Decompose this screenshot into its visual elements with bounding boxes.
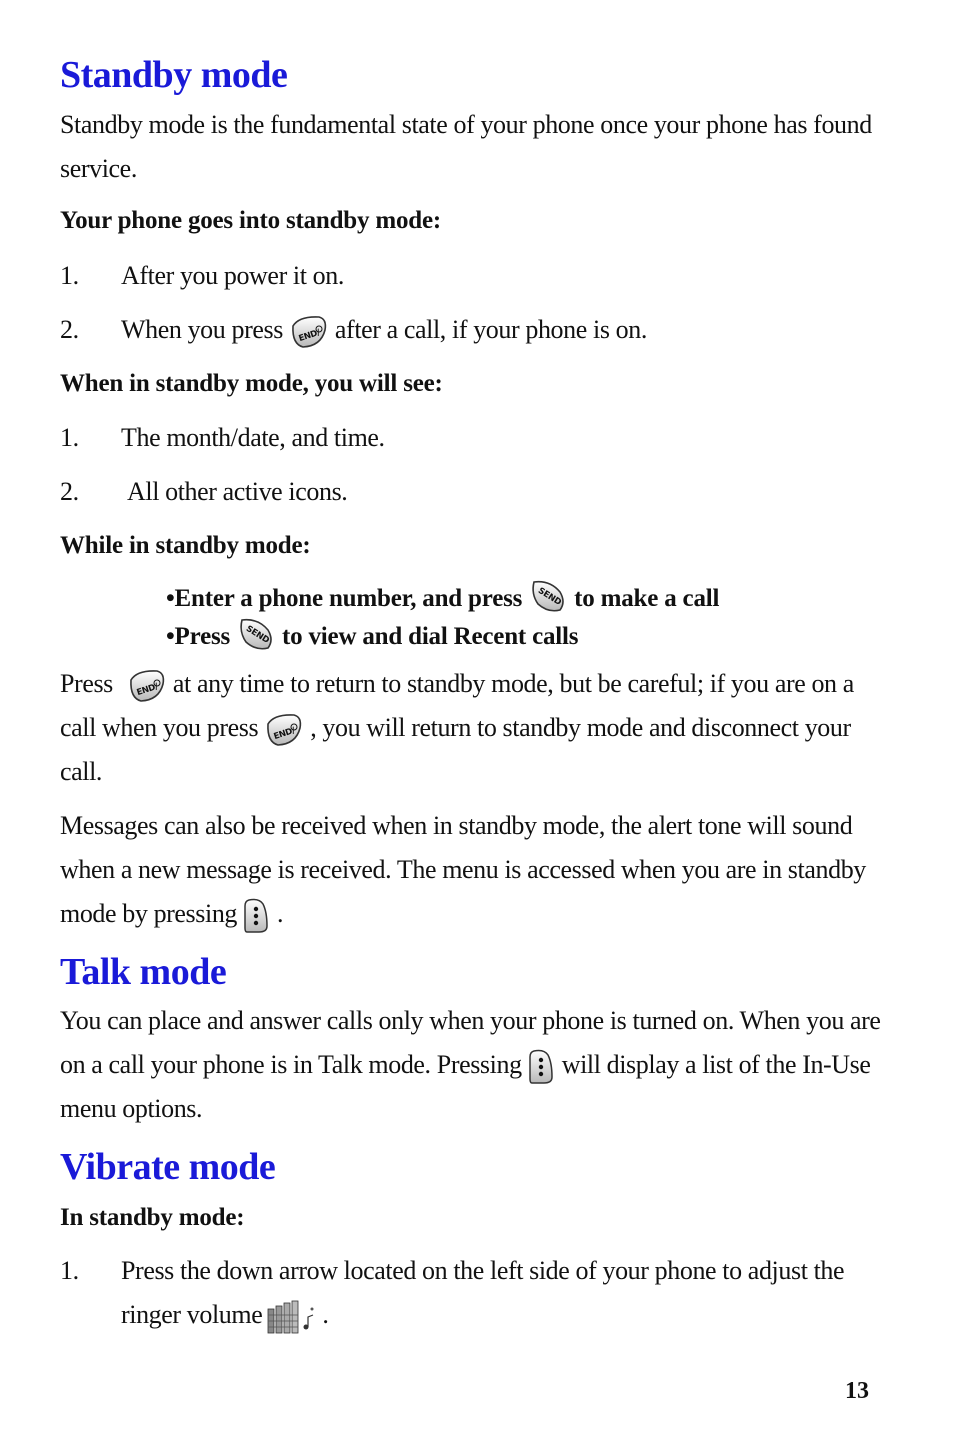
standby-mode-heading: Standby mode: [60, 54, 288, 96]
bullet-text: to view and dial Recent calls: [282, 623, 579, 650]
standby-intro-paragraph: Standby mode is the fundamental state of your phone once your phone has found service.: [60, 110, 872, 183]
end-key-icon: [264, 712, 304, 748]
talk-mode-heading: Talk mode: [60, 951, 227, 993]
vibrate-mode-heading: Vibrate mode: [60, 1146, 276, 1188]
list-item: [60, 416, 885, 460]
press-end-paragraph: Press at any time to return to standby mode, but be careful; if you are on a call when you press , you will return to standby mode and disconnect your call.: [60, 669, 854, 786]
page-number: 13: [845, 1378, 869, 1404]
messages-paragraph: Messages can also be received when in standby mode, the alert tone will sound when a new message is received. The menu is accessed when you are in standby mode by pressing .: [60, 804, 885, 936]
list-number: 1.: [60, 1256, 79, 1285]
list-text: .: [322, 1300, 329, 1329]
list-text: after a call, if your phone is on.: [334, 315, 647, 344]
list-text: Press the down arrow located on the left side of your phone to adjust the ringer volume: [121, 1256, 845, 1329]
list-number: 2.: [60, 315, 79, 344]
menu-key-icon: [528, 1049, 556, 1085]
bullet-text: •Press: [166, 623, 231, 650]
list-text: The month/date, and time.: [121, 423, 385, 452]
list-text: All other active icons.: [127, 477, 348, 506]
end-key-icon: [289, 314, 329, 350]
list-text: When you press: [121, 315, 283, 344]
list-item: [60, 470, 885, 514]
while-standby-heading: While in standby mode:: [60, 532, 311, 559]
list-item: [60, 1249, 885, 1337]
menu-key-icon: [243, 898, 271, 934]
list-number: 1.: [60, 261, 79, 290]
list-number: 2.: [60, 477, 79, 506]
ringer-volume-icon: [266, 1299, 318, 1335]
list-item: [60, 308, 885, 352]
list-number: 1.: [60, 423, 79, 452]
list-text: After you power it on.: [121, 261, 344, 290]
list-item: [60, 254, 885, 298]
will-see-heading: When in standby mode, you will see:: [60, 370, 443, 397]
bullet-text: to make a call: [574, 585, 720, 612]
bullet-item: [166, 586, 719, 614]
vibrate-standby-heading: In standby mode:: [60, 1204, 245, 1231]
bullet-text: •Enter a phone number, and press: [166, 585, 523, 612]
send-key-icon: [528, 578, 568, 614]
talk-paragraph: You can place and answer calls only when your phone is turned on. When you are on a call your phone is in Talk mode. Pressing will display a list of the In-Use menu options.: [60, 1006, 881, 1123]
bullet-item: [166, 624, 578, 652]
send-key-icon: [236, 616, 276, 652]
end-key-icon: [127, 668, 167, 704]
goes-into-heading: Your phone goes into standby mode:: [60, 207, 442, 234]
